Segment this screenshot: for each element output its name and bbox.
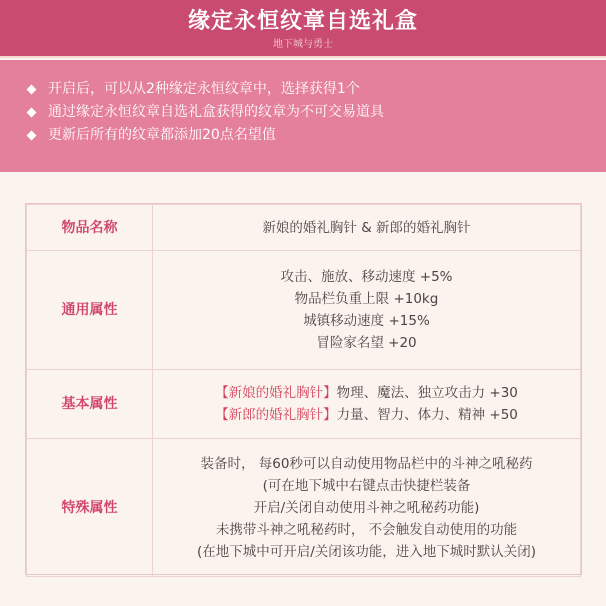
table-row-special-attrs [27, 439, 581, 577]
notice-text: 开启后，可以从2种缘定永恒纹章中，选择获得1个 [48, 81, 360, 97]
common-attr-line: 冒险家名望 +20 [316, 335, 417, 351]
notice-text: 通过缘定永恒纹章自选礼盒获得的纹章为不可交易道具 [48, 104, 384, 120]
row-label-basic-attrs: 基本属性 [27, 370, 153, 439]
title-bar [0, 0, 606, 58]
bride-brooch-tag: 【新娘的婚礼胸针】 [215, 385, 337, 401]
basic-attr-line [153, 404, 580, 426]
item-name-text: 新娘的婚礼胸针 & 新郎的婚礼胸针 [262, 219, 471, 236]
page-subtitle: 地下城与勇士 [273, 39, 333, 50]
common-attr-line: 城镇移动速度 +15% [303, 313, 430, 329]
table-row-item-name [27, 205, 581, 251]
common-attr-line: 攻击、施放、移动速度 +5% [280, 269, 453, 285]
notice-text: 更新后所有的纹章都添加20点名望值 [48, 127, 276, 143]
common-attrs-value [153, 251, 581, 370]
diamond-bullet-icon [27, 131, 37, 141]
basic-attrs-value [153, 370, 581, 439]
special-attr-line: (在地下城中可开启/关闭该功能，进入地下城时默认关闭) [196, 543, 537, 560]
diamond-bullet-icon [27, 85, 37, 95]
special-attrs-value [153, 439, 581, 577]
row-label-special-attrs: 特殊属性 [27, 439, 153, 577]
item-info-table [25, 203, 582, 575]
notice-item [28, 124, 606, 147]
special-attr-line: 开启/关闭自动使用斗神之吼秘药功能) [253, 499, 480, 516]
table-row-basic-attrs [27, 370, 581, 439]
special-attr-line: 未携带斗神之吼秘药时， 不会触发自动使用的功能 [215, 521, 518, 538]
groom-brooch-tag: 【新郎的婚礼胸针】 [215, 407, 337, 423]
notice-item [28, 101, 606, 124]
row-label-common-attrs: 通用属性 [27, 251, 153, 370]
notice-item [28, 78, 606, 101]
basic-attr-text: 力量、智力、体力、精神 +50 [336, 407, 518, 423]
special-attr-line: (可在地下城中右键点击快捷栏装备 [262, 477, 471, 494]
row-label-item-name: 物品名称 [27, 205, 153, 251]
page-title: 缘定永恒纹章自选礼盒 [187, 9, 418, 34]
special-attr-line: 装备时， 每60秒可以自动使用物品栏中的斗神之吼秘药 [200, 455, 533, 472]
diamond-bullet-icon [27, 108, 37, 118]
basic-attr-text: 物理、魔法、独立攻击力 +30 [336, 385, 518, 401]
basic-attr-line [153, 382, 580, 404]
item-name-value [153, 205, 581, 251]
common-attr-line: 物品栏负重上限 +10kg [294, 291, 439, 307]
notice-panel [0, 60, 606, 172]
table-row-common-attrs [27, 251, 581, 370]
